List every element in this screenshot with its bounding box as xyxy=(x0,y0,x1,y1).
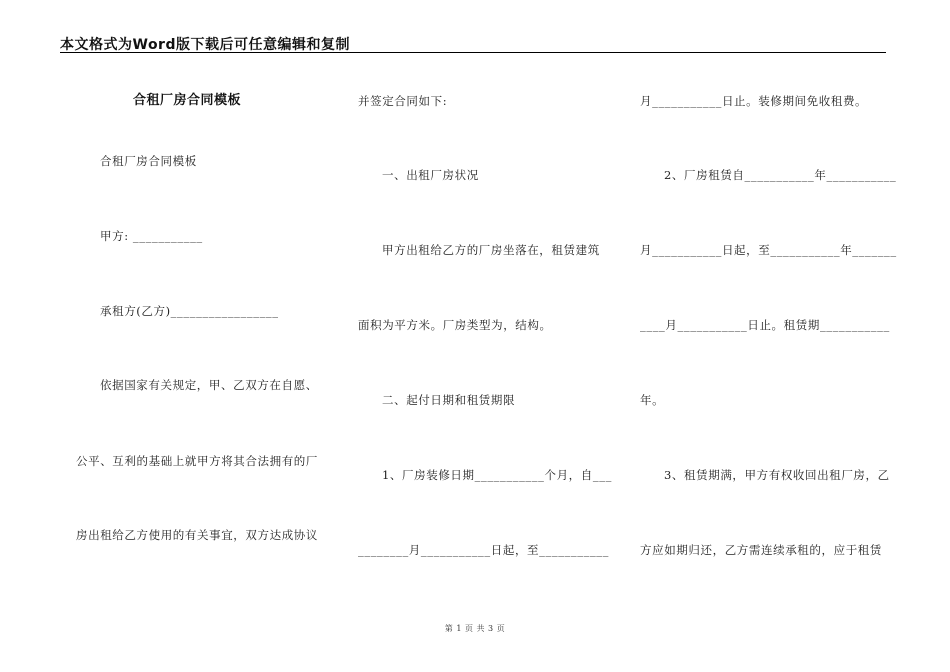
text-column-2 xyxy=(358,0,612,620)
paragraph-line: 并签定合同如下: xyxy=(358,94,448,108)
paragraph-line: 年。 xyxy=(640,393,665,407)
paragraph-line: 2、厂房租赁自___________年___________ xyxy=(664,168,897,182)
text-column-3 xyxy=(640,0,897,620)
paragraph-line: 月___________日止。装修期间免收租费。 xyxy=(640,94,868,108)
paragraph-line: 公平、互利的基础上就甲方将其合法拥有的厂 xyxy=(76,454,318,468)
party-a-line: 甲方: ___________ xyxy=(100,229,203,243)
document-title: 合租厂房合同模板 xyxy=(133,93,242,108)
party-b-line: 承租方(乙方)_________________ xyxy=(100,304,279,318)
paragraph-line: 合租厂房合同模板 xyxy=(100,154,197,168)
page-header: 本文格式为Word版下载后可任意编辑和复制 xyxy=(60,37,350,53)
paragraph-line: 面积为平方米。厂房类型为，结构。 xyxy=(358,318,552,332)
paragraph-line: 甲方出租给乙方的厂房坐落在，租赁建筑 xyxy=(382,243,600,257)
paragraph-line: 3、租赁期满，甲方有权收回出租厂房，乙 xyxy=(664,468,890,482)
paragraph-line: 月___________日起，至___________年_______ xyxy=(640,243,897,257)
paragraph-line: 依据国家有关规定，甲、乙双方在自愿、 xyxy=(100,378,318,392)
paragraph-line: 方应如期归还，乙方需连续承租的，应于租赁 xyxy=(640,543,882,557)
section-heading: 二、起付日期和租赁期限 xyxy=(382,393,516,407)
paragraph-line: 房出租给乙方使用的有关事宜，双方达成协议 xyxy=(76,528,318,542)
paragraph-line: 1、厂房装修日期___________个月，自___ xyxy=(382,468,612,482)
paragraph-line: ________月___________日起，至___________ xyxy=(358,543,609,557)
text-column-1 xyxy=(76,0,326,620)
page-number-footer: 第 1 页 共 3 页 xyxy=(444,624,506,633)
section-heading: 一、出租厂房状况 xyxy=(382,168,479,182)
paragraph-line: ____月___________日止。租赁期___________ xyxy=(640,318,890,332)
